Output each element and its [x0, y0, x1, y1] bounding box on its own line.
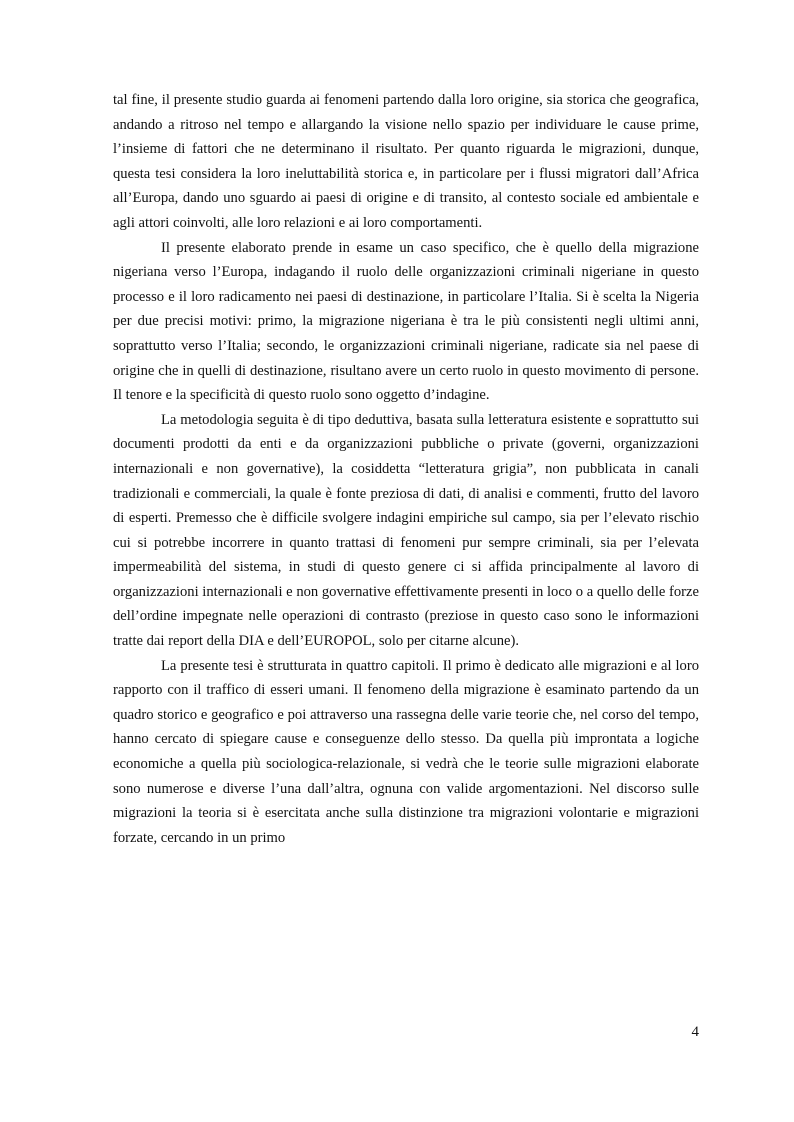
- paragraph-1: tal fine, il presente studio guarda ai fenomeni partendo dalla loro origine, sia storica che geografica, andando a ritroso nel tempo e allargando la visione nello spazio per individuare le cause prime, l’insieme di fattori che ne determinano il risultato. Per quanto riguarda le migrazioni, dunque, questa tesi considera la loro ineluttabilità storica e, in particolare per i flussi migratori dall’Africa all’Europa, dando uno sguardo ai paesi di origine e di transito, al contesto sociale ed ambientale e agli attori coinvolti, alle loro relazioni e ai loro comportamenti.: [113, 92, 699, 231]
- paragraph-4: La presente tesi è strutturata in quattro capitoli. Il primo è dedicato alle migrazioni e al loro rapporto con il traffico di esseri umani. Il fenomeno della migrazione è esaminato partendo da un quadro storico e geografico e poi attraverso una rassegna delle varie teorie che, nel corso del tempo, hanno cercato di spiegare cause e conseguenze dello stesso. Da quella più improntata a logiche economiche a quella più sociologica-relazionale, si vedrà che le teorie sulle migrazioni elaborate sono numerose e diverse l’una dall’altra, ognuna con valide argomentazioni. Nel discorso sulle migrazioni la teoria si è esercitata anche sulla distinzione tra migrazioni volontarie e migrazioni forzate, cercando in un primo: [113, 657, 699, 846]
- document-body: [113, 88, 699, 850]
- page-number: 4: [691, 1024, 699, 1040]
- paragraph-3: La metodologia seguita è di tipo deduttiva, basata sulla letteratura esistente e soprattutto sui documenti prodotti da enti e da organizzazioni pubbliche o private (governi, organizzazioni internazionali e non governative), la cosiddetta “letteratura grigia”, non pubblicata in canali tradizionali e commerciali, la quale è fonte preziosa di dati, di analisi e commenti, frutto del lavoro di esperti. Premesso che è difficile svolgere indagini empiriche sul campo, sia per l’elevato rischio cui si potrebbe incorrere in quanto trattasi di fenomeni pur sempre criminali, sia per l’elevata impermeabilità del sistema, in studi di questo genere ci si affida principalmente al lavoro di organizzazioni internazionali e non governative effettivamente presenti in loco o a quello delle forze dell’ordine impegnate nelle operazioni di contrasto (preziose in questo caso sono le informazioni tratte dai report della DIA e dell’EUROPOL, solo per citarne alcune).: [113, 411, 699, 650]
- paragraph-2: Il presente elaborato prende in esame un caso specifico, che è quello della migrazione nigeriana verso l’Europa, indagando il ruolo delle organizzazioni criminali nigeriane in questo processo e il loro radicamento nei paesi di destinazione, in particolare l’Italia. Si è scelta la Nigeria per due precisi motivi: primo, la migrazione nigeriana è tra le più consistenti negli ultimi anni, soprattutto verso l’Italia; secondo, le organizzazioni criminali nigeriane, radicate sia nel paese di origine che in quelli di destinazione, risultano avere un certo ruolo in questo movimento di persone. Il tenore e la specificità di questo ruolo sono oggetto d’indagine.: [113, 239, 699, 404]
